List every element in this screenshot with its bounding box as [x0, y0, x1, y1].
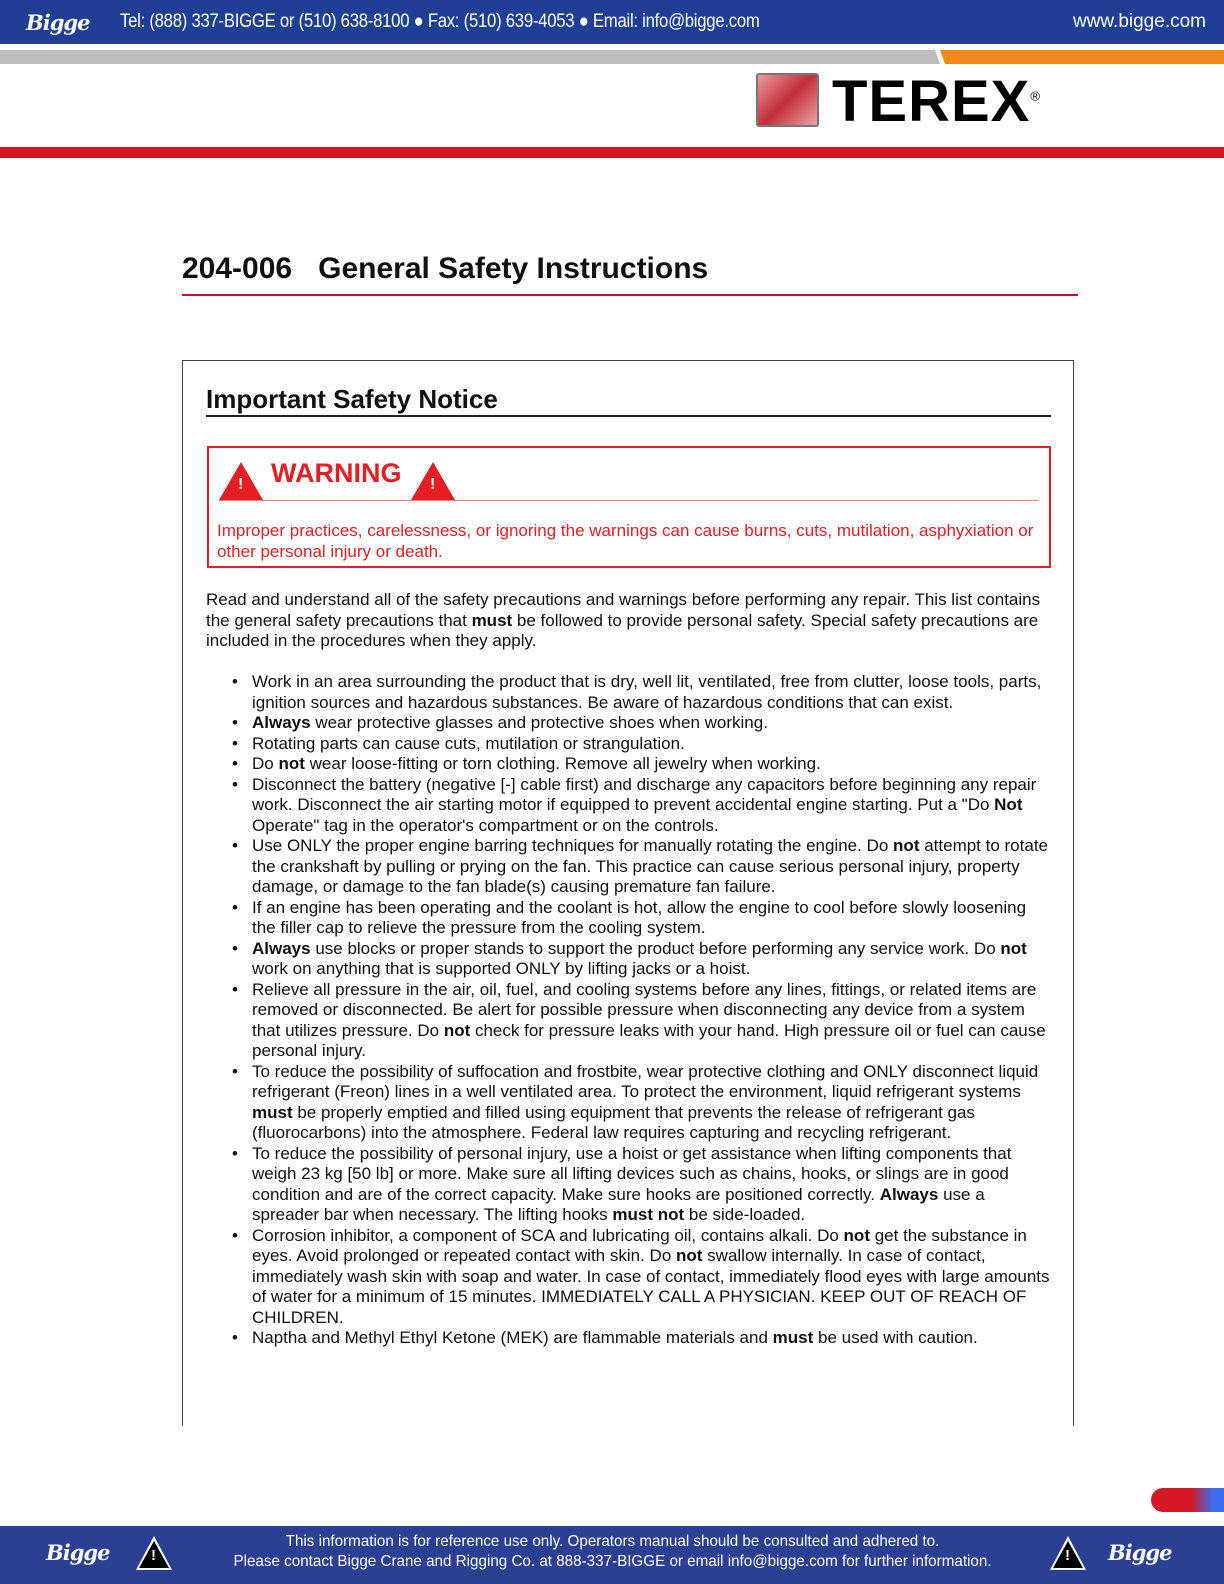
text-segment: Use ONLY the proper engine barring techniques for manually rotating the engine. Do [252, 836, 894, 855]
list-item [232, 754, 1052, 775]
registered-mark: ® [1030, 88, 1041, 104]
list-item [232, 734, 1052, 755]
text-segment: wear loose-fitting or torn clothing. Remove all jewelry when working. [304, 754, 821, 773]
emphasis-text: Always [252, 713, 311, 732]
text-segment: Operate" tag in the operator's compartment or on the controls. [252, 815, 719, 835]
warning-triangle-icon [411, 462, 455, 500]
warning-box [207, 446, 1051, 568]
emphasis-text: must not [612, 1205, 685, 1224]
text-segment: If an engine has been operating and the coolant is hot, allow the engine to cool before slowly loosening the filler cap to relieve the pressure from the cooling system. [252, 897, 1027, 937]
warning-triangle-icon [136, 1536, 172, 1570]
text-segment: work on anything that is supported ONLY by lifting jacks or a hoist. [252, 959, 751, 978]
footer-bar [0, 1526, 1224, 1584]
warning-triangle-icon [219, 462, 263, 500]
contact-info: Tel: (888) 337-BIGGE or (510) 638-8100 ● Fax: (510) 639-4053 ● Email: info@bigge.com [120, 11, 760, 32]
header-bar [0, 0, 1224, 44]
document-number: 204-006 [182, 252, 293, 285]
text-segment: check for pressure leaks with your hand. High pressure oil or fuel can cause personal injury. [252, 1020, 1046, 1060]
emphasis-text: must [772, 1328, 814, 1347]
text-segment: wear protective glasses and protective shoes when working. [310, 713, 768, 732]
terex-logo [832, 68, 1041, 135]
footer-disclaimer [211, 1532, 1014, 1572]
list-item [232, 1144, 1052, 1226]
emphasis-text: must [252, 1102, 293, 1122]
text-segment: be used with caution. [813, 1328, 978, 1347]
text-segment: be side-loaded. [684, 1205, 806, 1224]
list-item [232, 939, 1052, 980]
bigge-logo: Bigge [46, 1540, 110, 1565]
list-item [232, 1062, 1052, 1144]
text-segment: To reduce the possibility of personal injury, use a hoist or get assistance when lifting components that weigh 23 kg [50 lb] or more. Make sure all lifting devices such as chains, hooks, or slings are in good condition and are of the correct capacity. Make sure hooks are positioned correctly. [252, 1143, 1012, 1204]
list-item [232, 898, 1052, 939]
list-item [232, 713, 1052, 734]
warning-label: WARNING [271, 458, 402, 488]
text-segment: swallow internally. In case of contact, immediately wash skin with soap and water. In case of contact, immediately flood eyes with large amounts of water for a minimum of 15 minutes. IMMEDIATELY CALL A PHYSICIAN. KEEP OUT OF REACH OF CHILDREN. [252, 1246, 1050, 1327]
list-item [232, 836, 1052, 898]
page-title [182, 252, 708, 286]
list-item [232, 775, 1052, 837]
text-segment: Read and understand all of the safety precautions and warnings before performing any repair. This list contains the general safety precautions that [206, 590, 1041, 630]
notice-divider [206, 415, 1051, 417]
notice-heading: Important Safety Notice [206, 384, 498, 414]
safety-list [232, 672, 1052, 1349]
text-segment: Naptha and Methyl Ethyl Ketone (MEK) are flammable materials and [252, 1328, 773, 1347]
text-segment: be followed to provide personal safety. Special safety precautions are included in the procedures when they apply. [206, 610, 1039, 650]
text-segment: attempt to rotate the crankshaft by pulling or prying on the fan. This practice can cause serious personal injury, property damage, or damage to the fan blade(s) causing premature fan failure. [252, 836, 1048, 896]
emphasis-text: not [278, 754, 305, 773]
emphasis-text: not [893, 836, 920, 855]
text-segment: Work in an area surrounding the product that is dry, well lit, ventilated, free from clutter, loose tools, parts, ignition sources and hazardous substances. Be aware of hazardous conditions that can exist. [252, 672, 1042, 712]
list-item [232, 1226, 1052, 1329]
footer-line-1: This information is for reference use only. Operators manual should be consulted and adhered to. [285, 1533, 940, 1550]
text-segment: use blocks or proper stands to support the product before performing any service work. Do [310, 938, 1001, 958]
emphasis-text: not [843, 1225, 870, 1245]
red-stripe [0, 147, 1224, 158]
emphasis-text: Always [879, 1184, 939, 1204]
page-indicator [1151, 1488, 1224, 1512]
emphasis-text: Always [252, 938, 311, 958]
text-segment: be properly emptied and filled using equipment that prevents the release of refrigerant gas (fluorocarbons) into the atmosphere. Federal law requires capturing and recycling refrigerant. [252, 1102, 975, 1142]
brand-name: TEREX [832, 69, 1031, 134]
list-item [232, 672, 1052, 713]
text-segment: get the substance in eyes. Avoid prolonged or repeated contact with skin. Do [252, 1225, 1027, 1265]
text-segment: To reduce the possibility of suffocation and frostbite, wear protective clothing and ONLY disconnect liquid refrigerant (Freon) lines in a well ventilated area. To protect the environment, liquid refrigerant systems [252, 1061, 1039, 1101]
footer-line-2: Please contact Bigge Crane and Rigging Co. at 888-337-BIGGE or email info@bigge.com for further information. [233, 1553, 992, 1570]
text-segment: Corrosion inhibitor, a component of SCA and lubricating oil, contains alkali. Do [252, 1225, 844, 1245]
bigge-logo: Bigge [26, 9, 90, 35]
emphasis-text: not [676, 1246, 703, 1265]
text-segment: Relieve all pressure in the air, oil, fuel, and cooling systems before any lines, fittings, or related items are removed or disconnected. Be alert for possible pressure when disconnecting any device from a system that utilizes pressure. Do [252, 979, 1037, 1040]
text-segment: Disconnect the battery (negative [-] cable first) and discharge any capacitors before beginning any repair work. Disconnect the air starting motor if equipped to prevent accidental engine starting. Put a "Do [252, 774, 1037, 814]
warning-divider [219, 500, 1039, 501]
warning-text: Improper practices, carelessness, or ignoring the warnings can cause burns, cuts, mutilation, asphyxiation or other personal injury or death. [217, 521, 1034, 561]
title-divider [182, 294, 1078, 296]
list-item [232, 1328, 1052, 1349]
emphasis-text: not [1000, 938, 1027, 958]
intro-paragraph [206, 590, 1051, 652]
text-segment: Rotating parts can cause cuts, mutilation or strangulation. [252, 733, 685, 753]
emphasis-text: not [443, 1020, 471, 1040]
website-link[interactable]: www.bigge.com [1072, 11, 1206, 32]
text-segment: Do [252, 754, 279, 773]
text-segment: use a spreader bar when necessary. The lifting hooks [252, 1184, 985, 1224]
emphasis-text: must [471, 610, 513, 630]
grey-stripe [0, 50, 940, 64]
document-title: General Safety Instructions [318, 252, 709, 285]
warning-triangle-icon [1050, 1536, 1086, 1570]
orange-stripe [940, 50, 1224, 64]
terex-emblem-icon [756, 73, 819, 127]
list-item [232, 980, 1052, 1062]
bigge-logo: Bigge [1108, 1540, 1172, 1565]
emphasis-text: Not [994, 795, 1023, 814]
